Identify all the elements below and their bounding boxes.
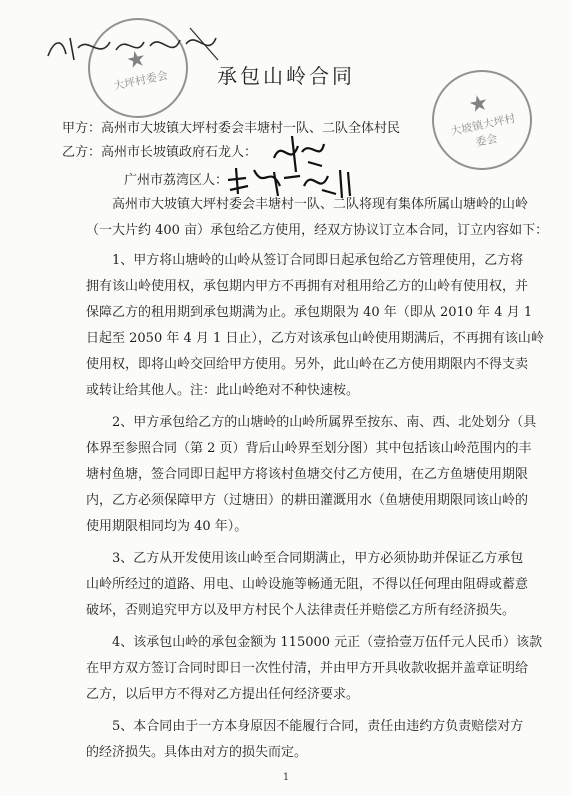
clause-1-line: 拥有该山岭使用权，承包期内甲方不再拥有对租用给乙方的山岭有使用权，并 (86, 279, 529, 294)
clause-1-line: 保障乙方的租用期到承包期满为止。承包期限为 40 年（即从 2010 年 4 月 1 (86, 305, 533, 320)
clause-3-line: 3、乙方从开发使用该山岭至合同期满止，甲方必须协助并保证乙方承包 (112, 551, 524, 566)
clause-1-line: 1、甲方将山塘岭的山岭从签订合同即日起承包给乙方管理使用，乙方将 (112, 253, 524, 268)
clause-4-line: 4、该承包山岭的承包金额为 115000 元正（壹拾壹万伍仟元人民币）该款 (112, 635, 543, 650)
clause-5-line: 5、本合同由于一方本身原因不能履行合同，责任由违约方负责赔偿对方 (112, 719, 524, 734)
clause-2-line: 内，乙方必须保障甲方（过塘田）的耕田灌溉用水（鱼塘使用期限同该山岭的 (86, 493, 529, 508)
clause-1-line: 日起至 2050 年 4 月 1 日止），乙方对该承包山岭使用期满后，不再拥有该山岭 (86, 331, 544, 346)
clause-4-line: 乙方，以后甲方不得对乙方提出任何经济要求。 (86, 687, 360, 702)
party-b-line: 乙方：高州市长坡镇政府石龙人： (62, 145, 258, 160)
right-stamp-text: 大坡镇大坪村委会 (449, 111, 517, 150)
page-number: 1 (282, 772, 290, 783)
clause-2-line: 使用期限相同均为 40 年）。 (86, 519, 248, 534)
clause-3-line: 山岭所经过的道路、用电、山岭设施等畅通无阻，不得以任何理由阻碍或蓄意 (86, 577, 529, 592)
clause-1-line: 或转让给其他人。注：此山岭绝对不种快速桉。 (86, 383, 360, 398)
document-title: 承包山岭合同 (217, 64, 355, 88)
clause-2-line: 2、甲方承包给乙方的山塘岭的山岭所属界至按东、南、西、北处划分（具 (112, 415, 537, 430)
signature-huang-qiang (224, 160, 304, 200)
clause-5-line: 的经济损失。具体由对方的损失而定。 (86, 745, 308, 760)
clause-1-line: 使用权，即将山岭交回给甲方使用。另外，此山岭在乙方使用期限内不得支卖 (86, 357, 529, 372)
left-stamp-text: 大坪村委会 (112, 68, 169, 93)
intro-line-1: 高州市大坡镇大坪村委会丰塘村一队、二队将现有集体所属山塘岭的山岭 (112, 197, 529, 212)
party-a-line: 甲方：高州市大坡镇大坪村委会丰塘村一队、二队全体村民 (62, 121, 401, 136)
stamp-star-icon: ★ (124, 45, 149, 75)
clause-3-line: 破坏，否则追究甲方以及甲方村民个人法律责任并赔偿乙方所有经济损失。 (86, 603, 516, 618)
stamp-star-icon: ★ (466, 90, 491, 119)
party-b2-line: 广州市荔湾区人： (124, 173, 229, 188)
clause-4-line: 在甲方双方签订合同时即日一次性付清，并由甲方开具收款收据并盖章证明给 (86, 661, 529, 676)
clause-2-line: 塘村鱼塘，签合同即日起甲方将该村鱼塘交付乙方使用，在乙方鱼塘使用期限 (86, 467, 529, 482)
intro-line-2: （一大片约 400 亩）承包给乙方使用，经双方协议订立本合同，订立内容如下： (86, 223, 549, 238)
clause-2-line: 体界至参照合同（第 2 页）背后山岭界至划分图）其中包括该山岭范围内的丰 (86, 441, 532, 456)
